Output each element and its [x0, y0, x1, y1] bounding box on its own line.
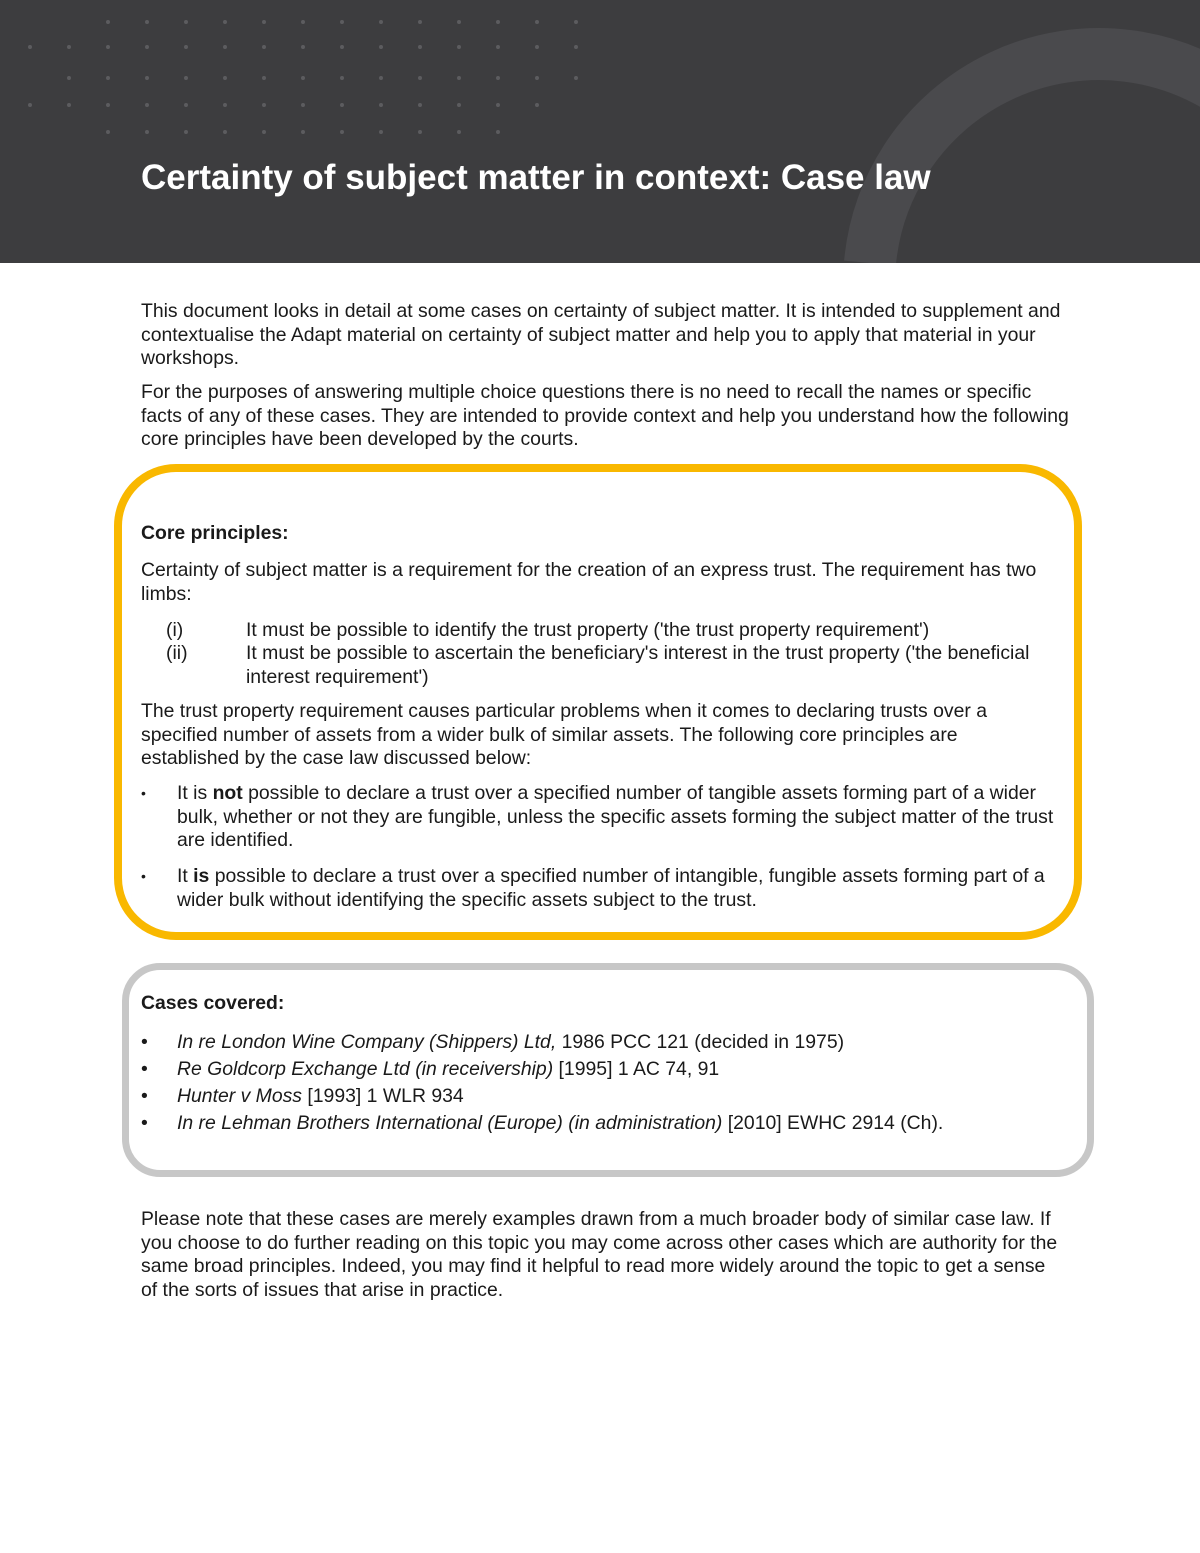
limb-number: (i) — [166, 619, 184, 641]
header-dot — [184, 20, 188, 24]
bullet-glyph: • — [141, 1112, 148, 1134]
header-dot — [184, 76, 188, 80]
bullet-emphasis: not — [212, 782, 243, 804]
header-dot — [535, 20, 539, 24]
case-name: In re London Wine Company (Shippers) Ltd, — [177, 1031, 557, 1053]
header-dot — [418, 45, 422, 49]
problem-paragraph: The trust property requirement causes particular problems when it comes to declaring trusts over a specified number of assets from a wider bulk of similar assets. The following core principles are established by the case law discussed below: — [141, 700, 988, 769]
case-name: Re Goldcorp Exchange Ltd (in receivership) — [177, 1058, 554, 1080]
header-dot — [457, 103, 461, 107]
header-dot — [262, 130, 266, 134]
header-dot — [574, 76, 578, 80]
header-dot — [301, 45, 305, 49]
bullet-rest: possible to declare a trust over a specified number of intangible, fungible assets forming part of a wider bulk without identifying the specific assets subject to the trust. — [177, 865, 1045, 911]
bullet-glyph: • — [141, 1085, 148, 1107]
header-dot — [340, 45, 344, 49]
header-dot — [340, 76, 344, 80]
header-dot — [28, 45, 32, 49]
header-banner — [0, 0, 1200, 263]
header-dot — [574, 20, 578, 24]
header-dot — [184, 45, 188, 49]
limb-text: It must be possible to ascertain the beneficiary's interest in the trust property ('the beneficial interest requirement') — [246, 642, 1030, 688]
case-citation: [1995] 1 AC 74, 91 — [553, 1058, 720, 1080]
header-dot — [223, 76, 227, 80]
header-dot — [418, 130, 422, 134]
header-dot — [145, 76, 149, 80]
header-dot — [379, 76, 383, 80]
bullet-emphasis: is — [193, 865, 210, 887]
header-dot — [496, 45, 500, 49]
closing-paragraph: Please note that these cases are merely examples drawn from a much broader body of similar case law. If you choose to do further reading on this topic you may come across other cases which are authority for the same broad principles. Indeed, you may find it helpful to read more widely around the topic to get a sense of the sorts of issues that arise in practice. — [141, 1208, 1058, 1301]
bullet-lead: It is — [177, 782, 213, 804]
header-dot — [106, 20, 110, 24]
header-dot — [223, 130, 227, 134]
header-dot — [340, 103, 344, 107]
bullet-glyph: • — [141, 1058, 148, 1080]
header-dot — [223, 20, 227, 24]
header-dot — [262, 20, 266, 24]
intro-paragraph-1: This document looks in detail at some cases on certainty of subject matter. It is intended to supplement and contextualise the Adapt material on certainty of subject matter and help you to apply that material in your workshops. — [141, 300, 1061, 369]
header-dot — [145, 45, 149, 49]
header-dot — [340, 20, 344, 24]
bullet-glyph: • — [141, 1031, 148, 1053]
header-dot — [496, 76, 500, 80]
header-dot — [496, 103, 500, 107]
header-dot — [457, 130, 461, 134]
header-dot — [301, 20, 305, 24]
header-dot — [379, 20, 383, 24]
header-dot — [106, 130, 110, 134]
limb-number: (ii) — [166, 642, 188, 664]
page-title: Certainty of subject matter in context: Case law — [141, 158, 931, 197]
header-dot — [340, 130, 344, 134]
case-citation: [2010] EWHC 2914 (Ch). — [722, 1112, 944, 1134]
limb-text: It must be possible to identify the trust property ('the trust property requirement') — [246, 619, 930, 641]
header-dot — [223, 103, 227, 107]
header-dot — [67, 45, 71, 49]
cases-covered-heading: Cases covered: — [141, 992, 285, 1014]
bullet-rest: possible to declare a trust over a specified number of tangible assets forming part of a wider bulk, whether or not they are fungible, unless the specific assets forming the subject matter of the trust are identified. — [177, 782, 1054, 851]
header-dot — [379, 130, 383, 134]
header-dot — [301, 76, 305, 80]
header-dot — [457, 20, 461, 24]
header-dot — [301, 130, 305, 134]
header-dot — [67, 76, 71, 80]
header-dot — [106, 103, 110, 107]
header-dot — [184, 130, 188, 134]
header-dot — [457, 45, 461, 49]
header-dot — [379, 103, 383, 107]
header-dot — [496, 20, 500, 24]
header-dot — [457, 76, 461, 80]
header-dot — [379, 45, 383, 49]
case-citation: [1993] 1 WLR 934 — [302, 1085, 464, 1107]
header-dot — [106, 76, 110, 80]
header-dot — [184, 103, 188, 107]
header-dot — [418, 103, 422, 107]
header-dot — [262, 103, 266, 107]
header-dot — [535, 103, 539, 107]
bullet-glyph: • — [141, 785, 146, 801]
header-dot — [145, 20, 149, 24]
core-principles-intro: Certainty of subject matter is a requirement for the creation of an express trust. The requirement has two limbs: — [141, 559, 1037, 605]
header-dot — [28, 103, 32, 107]
header-dot — [418, 20, 422, 24]
case-name: Hunter v Moss — [177, 1085, 302, 1107]
header-dot — [262, 76, 266, 80]
header-dot — [574, 45, 578, 49]
header-dot — [535, 76, 539, 80]
header-dot — [496, 130, 500, 134]
bullet-glyph: • — [141, 868, 146, 884]
case-citation: 1986 PCC 121 (decided in 1975) — [556, 1031, 845, 1053]
core-principles-heading: Core principles: — [141, 522, 289, 544]
header-dot — [106, 45, 110, 49]
header-dot — [262, 45, 266, 49]
header-dot — [301, 103, 305, 107]
header-dot — [145, 103, 149, 107]
header-decoration — [0, 0, 1200, 263]
header-dot — [223, 45, 227, 49]
case-name: In re Lehman Brothers International (Europe) (in administration) — [177, 1112, 723, 1134]
intro-paragraph-2: For the purposes of answering multiple choice questions there is no need to recall the names or specific facts of any of these cases. They are intended to provide context and help you understand how the following core principles have been developed by the courts. — [141, 381, 1069, 450]
header-dot — [67, 103, 71, 107]
bullet-lead: It — [177, 865, 194, 887]
header-dot — [418, 76, 422, 80]
header-dot — [535, 45, 539, 49]
header-dot — [145, 130, 149, 134]
